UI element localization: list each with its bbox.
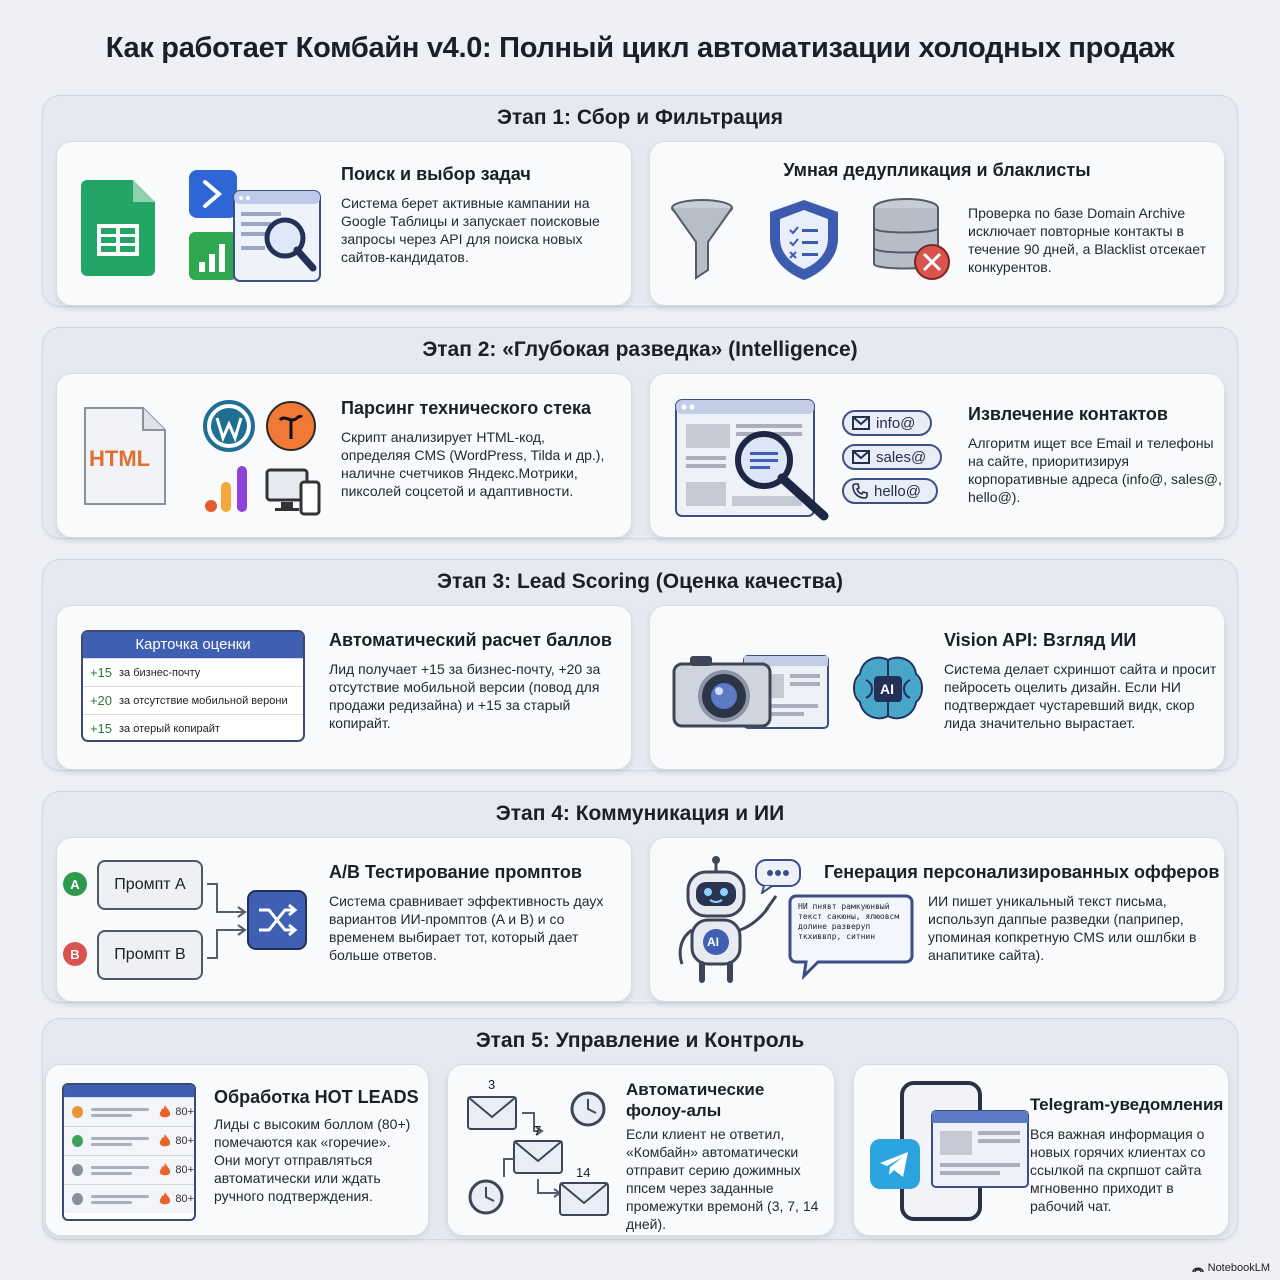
score-label: за бизнес-почту xyxy=(119,666,201,679)
card-title: Умная дедупликация и блаклисты xyxy=(783,160,1091,180)
day-label: 7 xyxy=(534,1123,542,1138)
card-ab-test xyxy=(56,837,632,1002)
camera-icon xyxy=(672,652,832,732)
mail-icon xyxy=(852,416,870,430)
hot-leads-list xyxy=(62,1083,196,1221)
fire-icon xyxy=(159,1134,171,1148)
card-title: Автоматический расчет баллов xyxy=(329,630,612,650)
day-label: 14 xyxy=(576,1165,591,1180)
score-card xyxy=(81,630,305,742)
hot-score-label: 80+ xyxy=(175,1106,194,1118)
card-title: Извлечение контактов xyxy=(968,404,1168,424)
html-label: HTML xyxy=(89,446,151,471)
devices-icon xyxy=(265,468,321,516)
fire-icon xyxy=(159,1163,171,1177)
merge-arrows xyxy=(205,876,249,966)
followup-sequence xyxy=(462,1079,622,1229)
card-text: ИИ пишет уникальный текст письма, используп даппые разведки (паприпер, упоминая копкретную CMS или ошлбки в анапитике сайта). xyxy=(928,893,1197,963)
analytics-icon xyxy=(189,232,237,280)
mail-icon xyxy=(852,450,870,464)
contact-pill-hello xyxy=(842,478,938,504)
card-hot-leads xyxy=(45,1064,429,1236)
variant-b-badge: B xyxy=(63,942,87,966)
envelope-icon xyxy=(468,1097,516,1129)
score-points: +20 xyxy=(89,693,113,708)
card-task-search xyxy=(56,141,632,306)
score-points: +15 xyxy=(89,665,113,680)
status-dot xyxy=(72,1193,83,1205)
card-telegram xyxy=(853,1064,1229,1236)
html-file-icon xyxy=(81,406,167,508)
score-label: за отерый копирайт xyxy=(119,722,220,735)
card-scoring xyxy=(56,605,632,770)
stage-1-title: Этап 1: Сбор и Фильтрация xyxy=(496,106,784,129)
card-tech-stack xyxy=(56,373,632,538)
card-text: Система делает схриншот сайта и просит пейросеть оцелить дизайн. Если НИ подтверждает чустаревший видк, скор лида значительно вырастает. xyxy=(944,661,1217,731)
hot-score-label: 80+ xyxy=(175,1164,194,1176)
envelope-icon xyxy=(560,1183,608,1215)
card-text: Система сравнивает эффективность даух вариантов ИИ-промптов (A и B) и со временем выбирает тот, который дает больше ответов. xyxy=(329,893,604,963)
card-title: Генерация персонализированных офферов xyxy=(824,862,1220,882)
page-title: Как работает Комбайн v4.0: Полный цикл автоматизации холодных продаж xyxy=(105,32,1175,64)
fire-icon xyxy=(159,1105,171,1119)
card-title: Обработка HOT LEADS xyxy=(214,1087,419,1107)
analytics-bars-icon xyxy=(203,464,253,514)
google-sheets-icon xyxy=(81,180,155,276)
hot-lead-row xyxy=(64,1126,194,1155)
day-label: 3 xyxy=(488,1077,496,1092)
card-text: Лиды с высоким боллом (80+) помечаются как «горечие». Они могут отправляться автоматически или ждать ручного подтверждения. xyxy=(214,1116,411,1204)
footer-brand xyxy=(1192,1262,1270,1274)
contact-label: sales@ xyxy=(876,448,927,466)
card-title: Vision API: Взгляд ИИ xyxy=(944,630,1137,650)
tilda-icon xyxy=(265,400,317,452)
stage-2 xyxy=(42,327,1238,539)
arrow-app-icon xyxy=(189,170,237,218)
search-window-icon xyxy=(233,190,321,282)
bubble-line: долине разверуп xyxy=(798,922,871,931)
card-text: Алгоритм ищет все Email и телефоны на сайте, приоритизируя корпоративные адреса (info@, sales@, hello@). xyxy=(968,435,1222,505)
hot-score-label: 80+ xyxy=(175,1193,194,1205)
bubble-line: ткхиввпр, ситнин xyxy=(798,932,876,941)
hot-score-label: 80+ xyxy=(175,1135,194,1147)
shuffle-icon xyxy=(247,890,307,950)
phone-icon xyxy=(852,483,868,499)
card-text: Система берет активные кампании на Google Таблицы и запускает поисковые запросы через API для поиска новых сайтов-кандидатов. xyxy=(341,195,600,265)
stage-2-title: Этап 2: «Глубокая разведка» (Intelligence) xyxy=(422,338,858,361)
score-label: за отсутствие мобильной верони xyxy=(119,694,288,707)
prompt-b-box: Промпт В xyxy=(97,930,203,980)
footer-label: NotebookLM xyxy=(1207,1262,1270,1274)
card-deduplication xyxy=(649,141,1225,306)
variant-a-badge: A xyxy=(63,872,87,896)
score-card-header: Карточка оценки xyxy=(83,632,303,658)
stage-5 xyxy=(42,1018,1238,1240)
card-text: Проверка по базе Domain Archive исключает повторные контакты в течение 90 дней, а Blacklist отсекает конкурентов. xyxy=(968,205,1207,275)
stage-1 xyxy=(42,95,1238,307)
card-text: Скрипт анализирует HTML-код, определяя CMS (WordPress, Tilda и др.), наличне счетчиков Яндекс.Мотрики, пиксолей соцсетой и адаптивности. xyxy=(341,429,605,499)
contact-label: info@ xyxy=(876,414,916,432)
stage-4-title: Этап 4: Коммуникация и ИИ xyxy=(495,802,785,825)
card-title: Telegram-уведомления xyxy=(1030,1095,1224,1114)
stage-3-title: Этап 3: Lead Scoring (Оценка качества) xyxy=(437,570,843,593)
stage-3 xyxy=(42,559,1238,771)
clock-icon xyxy=(572,1093,604,1125)
browser-magnifier-icon xyxy=(674,398,834,522)
card-text: Лид получает +15 за бизнес-почту, +20 за отсутствие мобильной версии (повод для продажи редизайна) и +15 за старый копирайт. xyxy=(329,661,601,731)
card-vision xyxy=(649,605,1225,770)
status-dot xyxy=(72,1164,83,1176)
wordpress-icon xyxy=(203,400,255,452)
database-block-icon xyxy=(872,198,952,284)
status-dot xyxy=(72,1106,83,1118)
score-row xyxy=(83,658,303,686)
notebooklm-icon xyxy=(1192,1263,1204,1273)
envelope-icon xyxy=(514,1141,562,1173)
card-contacts xyxy=(649,373,1225,538)
message-bubble xyxy=(788,894,914,980)
score-row xyxy=(83,686,303,714)
card-followups xyxy=(447,1064,835,1236)
score-row xyxy=(83,714,303,742)
chat-bubble-icon xyxy=(754,858,802,894)
bubble-line: НИ пнявт рамкуюнвый xyxy=(798,902,890,911)
contact-pill-sales xyxy=(842,444,942,470)
funnel-icon xyxy=(670,198,734,282)
score-points: +15 xyxy=(89,721,113,736)
card-title: A/B Тестирование промптов xyxy=(329,862,582,882)
fire-icon xyxy=(159,1192,171,1206)
robot-ai-label: AI xyxy=(707,935,719,949)
hot-lead-row xyxy=(64,1097,194,1126)
card-text: Вся важная информация о новых горячих клиентах со ссылкой па скрпшот сайта мгновенно приходит в рабочий чат. xyxy=(1030,1126,1206,1214)
card-text: Если клиент не ответил, «Комбайн» автоматически отправит серию дожимных ппсем через заданные промежутки времонй (3, 7, 14 дней). xyxy=(626,1126,819,1232)
contact-label: hello@ xyxy=(874,482,921,500)
card-title: Поиск и выбор задач xyxy=(341,164,531,184)
status-dot xyxy=(72,1135,83,1147)
hot-lead-row xyxy=(64,1184,194,1213)
shield-checklist-icon xyxy=(768,198,840,282)
clock-icon xyxy=(470,1181,502,1213)
card-title: Парсинг технического стека xyxy=(341,398,592,418)
card-offers xyxy=(649,837,1225,1002)
hot-lead-row xyxy=(64,1155,194,1184)
ai-label: AI xyxy=(880,681,894,697)
ai-brain-icon xyxy=(852,654,924,724)
stage-4 xyxy=(42,791,1238,1003)
telegram-icon xyxy=(870,1139,920,1189)
stage-5-title: Этап 5: Управление и Контроль xyxy=(475,1029,805,1052)
contact-pill-info xyxy=(842,410,932,436)
bubble-line: текст сакюны, ялюовсм xyxy=(798,912,900,921)
card-title: Автоматические фолоу-алы xyxy=(626,1080,765,1120)
prompt-a-box: Промпт А xyxy=(97,860,203,910)
